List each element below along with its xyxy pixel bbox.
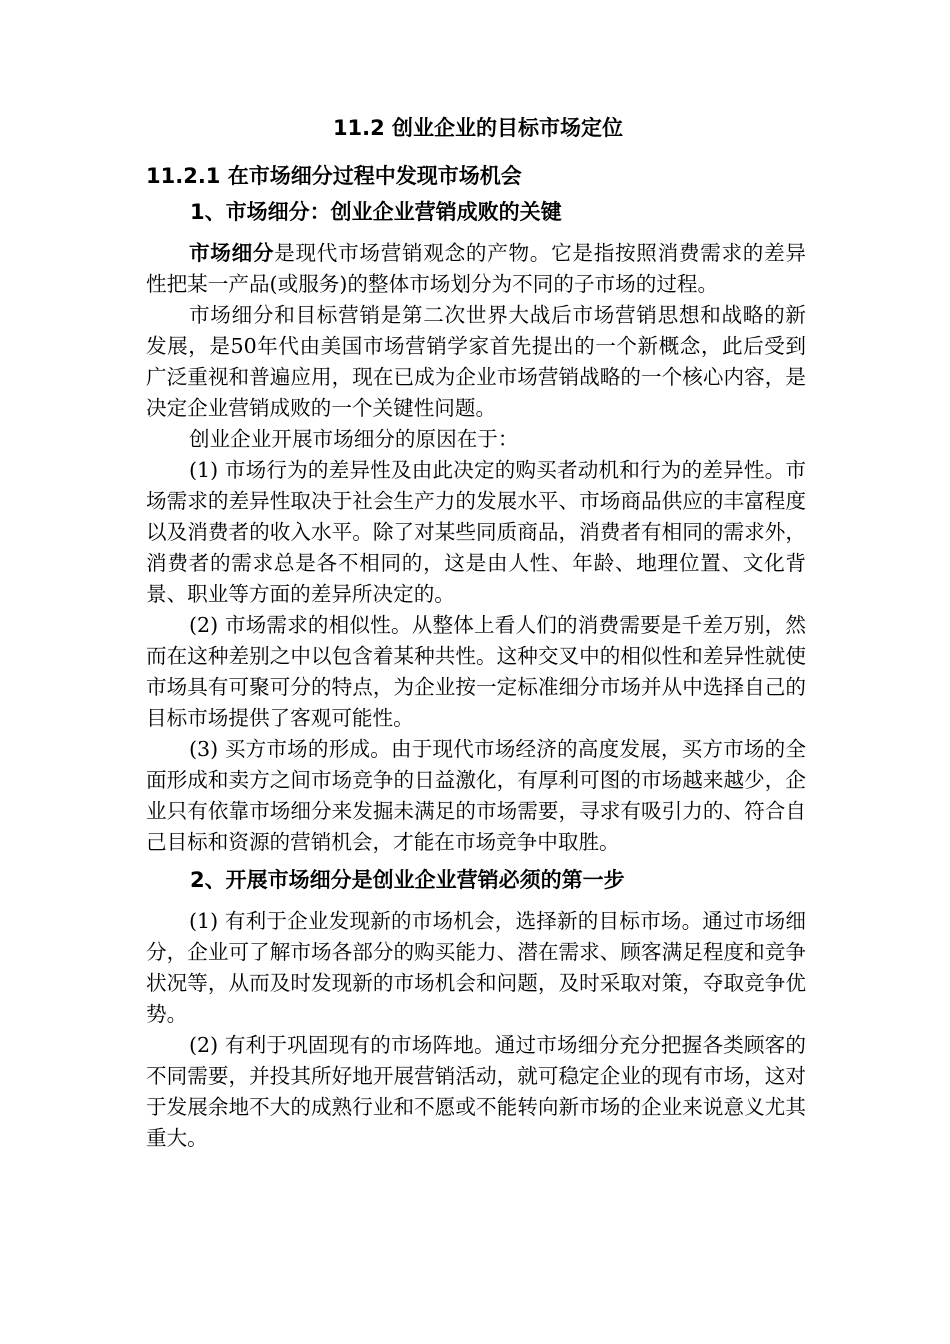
- section-heading: 11.2.1 在市场细分过程中发现市场机会: [146, 164, 522, 188]
- page-title: 11.2 创业企业的目标市场定位: [332, 116, 624, 140]
- list-item-paragraph: (2) 市场需求的相似性。从整体上看人们的消费需要是千差万别，然而在这种差别之中以包含着某种共性。这种交叉中的相似性和差异性就使市场具有可聚可分的特点，为企业按一定标准细分市场并从中选择自己的目标市场提供了客观可能性。: [146, 613, 806, 730]
- list-item-paragraph: (2) 有利于巩固现有的市场阵地。通过市场细分充分把握各类顾客的不同需要，并投其所好地开展营销活动，就可稳定企业的现有市场，这对于发展余地不大的成熟行业和不愿或不能转向新市场的企业来说意义尤其重大。: [146, 1033, 806, 1150]
- list-item-paragraph: (3) 买方市场的形成。由于现代市场经济的高度发展，买方市场的全面形成和卖方之间市场竞争的日益激化，有厚利可图的市场越来越少，企业只有依靠市场细分来发掘未满足的市场需要，寻求有吸引力的、符合自己目标和资源的营销机会，才能在市场竞争中取胜。: [146, 737, 806, 854]
- paragraph-definition: [146, 238, 806, 300]
- paragraph: 市场细分和目标营销是第二次世界大战后市场营销思想和战略的新发展，是50年代由美国市场营销学家首先提出的一个新概念，此后受到广泛重视和普遍应用，现在已成为企业市场营销战略的一个核心内容，是决定企业营销成败的一个关键性问题。: [146, 303, 806, 420]
- definition-text: 是现代市场营销观念的产物。它是指按照消费需求的差异性把某一产品(或服务)的整体市场划分为不同的子市场的过程。: [146, 241, 806, 296]
- subsection-heading-2: 2、开展市场细分是创业企业营销必须的第一步: [190, 868, 625, 892]
- paragraph: 创业企业开展市场细分的原因在于：: [189, 427, 519, 451]
- document-body: [146, 112, 806, 1154]
- defined-term: 市场细分: [189, 241, 275, 265]
- subsection-heading-1: 1、市场细分：创业企业营销成败的关键: [190, 200, 562, 224]
- list-item-paragraph: (1) 市场行为的差异性及由此决定的购买者动机和行为的差异性。市场需求的差异性取决于社会生产力的发展水平、市场商品供应的丰富程度以及消费者的收入水平。除了对某些同质商品，消费者有相同的需求外，消费者的需求总是各不相同的，这是由人性、年龄、地理位置、文化背景、职业等方面的差异所决定的。: [146, 458, 806, 606]
- list-item-paragraph: (1) 有利于企业发现新的市场机会，选择新的目标市场。通过市场细分，企业可了解市场各部分的购买能力、潜在需求、顾客满足程度和竞争状况等，从而及时发现新的市场机会和问题，及时采取对策，夺取竞争优势。: [146, 909, 806, 1026]
